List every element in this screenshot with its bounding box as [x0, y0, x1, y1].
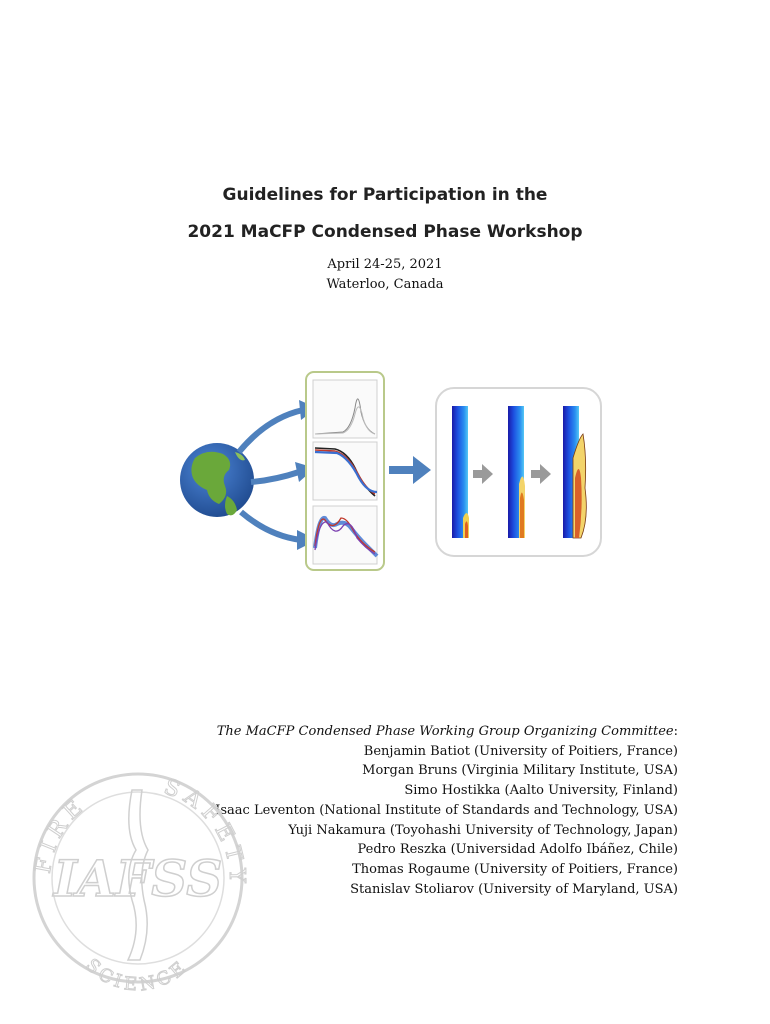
iafss-logo	[20, 760, 250, 1010]
svg-text:SCIENCE: SCIENCE	[81, 954, 193, 996]
event-date: April 24-25, 2021	[327, 257, 443, 272]
event-location: Waterloo, Canada	[326, 277, 444, 292]
document-title-line-1: Guidelines for Participation in the	[222, 185, 548, 205]
globe-icon	[180, 443, 254, 517]
committee-heading: The MaCFP Condensed Phase Working Group Organizing Committee:	[216, 724, 678, 739]
svg-text:SAFETY: SAFETY	[160, 774, 250, 890]
svg-text:FIRE: FIRE	[30, 791, 92, 876]
committee-member: Yuji Nakamura (Toyohashi University of Technology, Japan)	[288, 822, 678, 838]
committee-member: Benjamin Batiot (University of Poitiers, France)	[363, 743, 678, 759]
committee-member: Morgan Bruns (Virginia Military Institute, USA)	[362, 763, 678, 779]
experimental-plots-panel	[306, 372, 384, 570]
arrow-right-icon	[389, 456, 431, 484]
committee-member: Stanislav Stoliarov (University of Maryland, USA)	[350, 881, 678, 897]
committee-member: Pedro Reszka (Universidad Adolfo Ibáñez, Chile)	[357, 842, 678, 858]
document-title-line-2: 2021 MaCFP Condensed Phase Workshop	[187, 222, 583, 242]
committee-member: Thomas Rogaume (University of Poitiers, France)	[352, 861, 678, 877]
workflow-figure	[175, 368, 605, 578]
svg-text:IAFSS: IAFSS	[53, 849, 223, 908]
simulation-results-panel	[436, 388, 601, 556]
committee-member: Isaac Leventon (National Institute of Standards and Technology, USA)	[215, 802, 678, 818]
committee-member: Simo Hostikka (Aalto University, Finland)	[404, 783, 678, 799]
